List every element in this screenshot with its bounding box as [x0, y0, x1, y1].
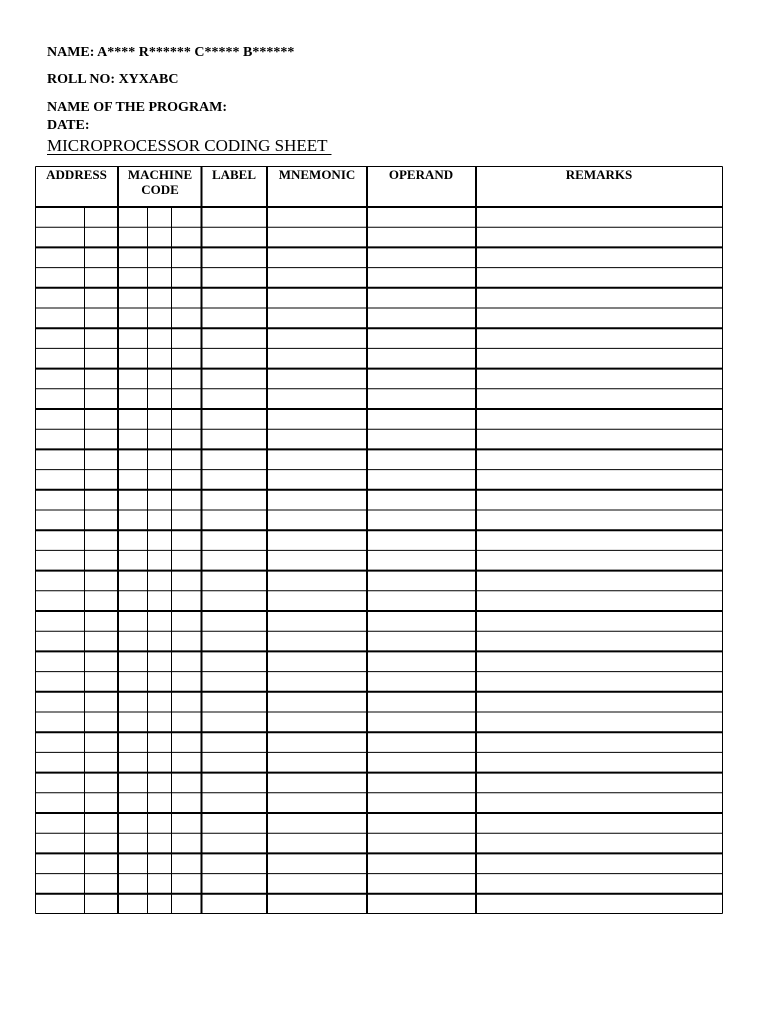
header-operand: OPERAND [388, 167, 454, 182]
header-mnemonic: MNEMONIC [278, 167, 356, 182]
roll-number: ROLL NO: XYXABC [47, 72, 179, 87]
coding-sheet-table [35, 166, 723, 914]
sheet-title: MICROPROCESSOR CODING SHEET [47, 136, 332, 155]
header-remarks: REMARKS [565, 167, 633, 182]
date-field: DATE: [47, 118, 90, 133]
header-machine-code-line1: MACHINE [127, 167, 193, 182]
program-name-field: NAME OF THE PROGRAM: [47, 100, 228, 115]
table-grid [35, 166, 723, 914]
table-header [46, 167, 632, 197]
header-address: ADDRESS [46, 167, 107, 182]
header-label: LABEL [211, 167, 257, 182]
student-name: NAME: A**** R****** C***** B****** [47, 45, 295, 60]
header-machine-code-line2: CODE [141, 182, 179, 197]
